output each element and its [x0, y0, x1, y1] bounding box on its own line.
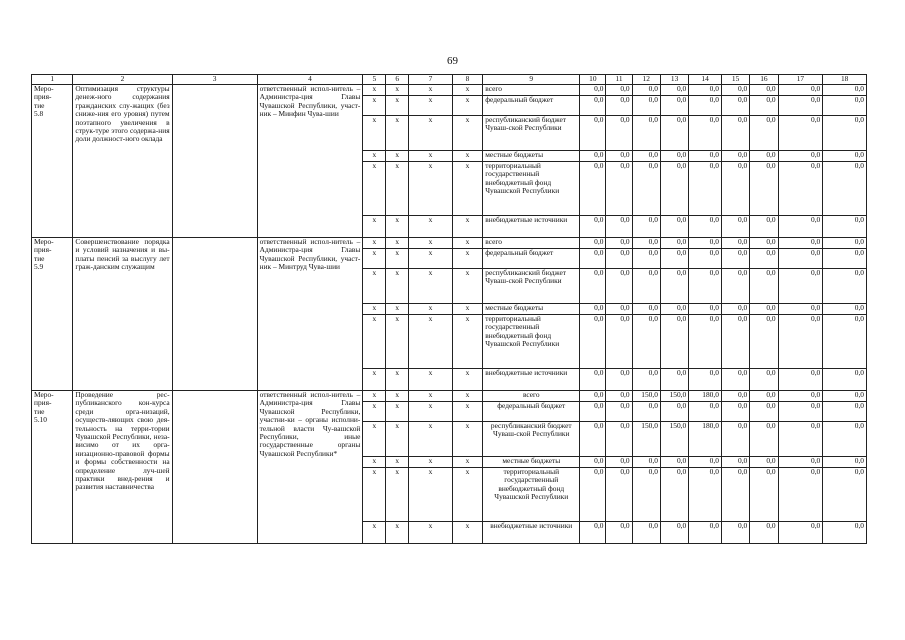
amount-cell: 0,0	[689, 369, 722, 391]
amount-cell: 0,0	[632, 304, 660, 315]
x-mark: x	[452, 391, 483, 402]
amount-cell: 0,0	[606, 116, 632, 151]
amount-cell: 0,0	[660, 457, 688, 468]
measure-name: Проведение рес-публиканского кон-курса среди орга-низаций, осуществ-ляющих свою дея-тельность на терри-тории Чувашской Республики, неза-висимо от их орга-низационно-правовой формы и формы собственности на определение луч-шей практики внед-рения и развития наставничества	[73, 391, 172, 544]
amount-cell: 0,0	[778, 315, 823, 369]
x-mark: x	[409, 269, 453, 304]
amount-cell: 0,0	[689, 269, 722, 304]
header-cell: 17	[778, 75, 823, 85]
amount-cell: 0,0	[660, 116, 688, 151]
amount-cell: 0,0	[660, 216, 688, 238]
x-mark: x	[386, 522, 409, 544]
header-cell: 14	[689, 75, 722, 85]
amount-cell: 0,0	[660, 402, 688, 422]
amount-cell: 0,0	[580, 468, 606, 522]
x-mark: x	[452, 422, 483, 457]
x-mark: x	[363, 96, 386, 116]
x-mark: x	[386, 249, 409, 269]
amount-cell: 0,0	[750, 402, 778, 422]
amount-cell: 0,0	[778, 402, 823, 422]
x-mark: x	[386, 85, 409, 96]
x-mark: x	[386, 457, 409, 468]
amount-cell: 0,0	[606, 402, 632, 422]
amount-cell: 0,0	[660, 238, 688, 249]
amount-cell: 0,0	[606, 304, 632, 315]
amount-cell: 0,0	[632, 369, 660, 391]
amount-cell: 0,0	[660, 249, 688, 269]
x-mark: x	[386, 116, 409, 151]
amount-cell: 0,0	[689, 468, 722, 522]
x-mark: x	[452, 238, 483, 249]
x-mark: x	[409, 315, 453, 369]
x-mark: x	[386, 315, 409, 369]
x-mark: x	[452, 522, 483, 544]
amount-cell: 0,0	[606, 96, 632, 116]
funding-source: территориальный государственный внебюджетный фонд Чувашской Республики	[483, 468, 580, 522]
amount-cell: 0,0	[632, 85, 660, 96]
amount-cell: 0,0	[660, 369, 688, 391]
amount-cell: 150,0	[660, 422, 688, 457]
amount-cell: 0,0	[823, 269, 867, 304]
x-mark: x	[386, 238, 409, 249]
amount-cell: 0,0	[660, 468, 688, 522]
amount-cell: 0,0	[721, 457, 749, 468]
amount-cell: 0,0	[750, 151, 778, 162]
funding-source: республиканский бюджет Чуваш-ской Республики	[483, 269, 580, 304]
amount-cell: 0,0	[606, 391, 632, 402]
amount-cell: 0,0	[721, 422, 749, 457]
amount-cell: 0,0	[606, 468, 632, 522]
amount-cell: 0,0	[823, 249, 867, 269]
amount-cell: 0,0	[689, 522, 722, 544]
amount-cell: 0,0	[580, 457, 606, 468]
amount-cell: 0,0	[580, 238, 606, 249]
amount-cell: 0,0	[580, 391, 606, 402]
amount-cell: 0,0	[580, 402, 606, 422]
measure-id: Меро- прия- тие 5.9	[32, 238, 73, 391]
measure-executor: ответственный испол-нитель – Администра-ция Главы Чувашской Республики, участ-ник – Минтруд Чува-шии	[257, 238, 363, 391]
x-mark: x	[409, 85, 453, 96]
amount-cell: 0,0	[721, 468, 749, 522]
amount-cell: 0,0	[721, 402, 749, 422]
amount-cell: 0,0	[689, 315, 722, 369]
amount-cell: 0,0	[632, 468, 660, 522]
funding-source: республиканский бюджет Чуваш-ской Республики	[483, 422, 580, 457]
amount-cell: 0,0	[606, 85, 632, 96]
amount-cell: 0,0	[721, 151, 749, 162]
header-cell: 4	[257, 75, 363, 85]
amount-cell: 0,0	[750, 249, 778, 269]
amount-cell: 0,0	[632, 522, 660, 544]
amount-cell: 0,0	[778, 369, 823, 391]
measure-id: Меро- прия- тие 5.10	[32, 391, 73, 544]
measures-table	[31, 74, 867, 544]
amount-cell: 0,0	[660, 85, 688, 96]
amount-cell: 0,0	[778, 96, 823, 116]
header-cell: 12	[632, 75, 660, 85]
x-mark: x	[409, 249, 453, 269]
x-mark: x	[409, 422, 453, 457]
amount-cell: 0,0	[823, 457, 867, 468]
amount-cell: 0,0	[606, 162, 632, 216]
amount-cell: 150,0	[632, 422, 660, 457]
amount-cell: 0,0	[721, 369, 749, 391]
x-mark: x	[409, 402, 453, 422]
amount-cell: 0,0	[632, 96, 660, 116]
header-cell: 1	[32, 75, 73, 85]
amount-cell: 0,0	[580, 151, 606, 162]
table-row	[32, 238, 867, 249]
amount-cell: 0,0	[778, 249, 823, 269]
amount-cell: 0,0	[606, 216, 632, 238]
x-mark: x	[363, 402, 386, 422]
funding-source: местные бюджеты	[483, 304, 580, 315]
amount-cell: 0,0	[606, 315, 632, 369]
amount-cell: 0,0	[823, 162, 867, 216]
amount-cell: 0,0	[778, 522, 823, 544]
x-mark: x	[363, 468, 386, 522]
amount-cell: 0,0	[689, 85, 722, 96]
x-mark: x	[386, 96, 409, 116]
amount-cell: 0,0	[721, 391, 749, 402]
amount-cell: 0,0	[750, 391, 778, 402]
x-mark: x	[386, 269, 409, 304]
x-mark: x	[452, 269, 483, 304]
amount-cell: 0,0	[778, 422, 823, 457]
funding-source: федеральный бюджет	[483, 402, 580, 422]
amount-cell: 0,0	[580, 249, 606, 269]
amount-cell: 0,0	[632, 269, 660, 304]
measure-col3	[172, 238, 257, 391]
header-cell: 15	[721, 75, 749, 85]
x-mark: x	[409, 457, 453, 468]
amount-cell: 0,0	[632, 116, 660, 151]
amount-cell: 150,0	[632, 391, 660, 402]
amount-cell: 0,0	[606, 457, 632, 468]
amount-cell: 0,0	[580, 162, 606, 216]
x-mark: x	[363, 249, 386, 269]
amount-cell: 180,0	[689, 391, 722, 402]
x-mark: x	[409, 468, 453, 522]
amount-cell: 0,0	[721, 304, 749, 315]
amount-cell: 0,0	[778, 269, 823, 304]
x-mark: x	[452, 468, 483, 522]
x-mark: x	[452, 304, 483, 315]
amount-cell: 0,0	[660, 162, 688, 216]
amount-cell: 0,0	[721, 238, 749, 249]
amount-cell: 0,0	[689, 402, 722, 422]
amount-cell: 0,0	[580, 96, 606, 116]
amount-cell: 0,0	[580, 315, 606, 369]
amount-cell: 0,0	[823, 85, 867, 96]
amount-cell: 0,0	[580, 116, 606, 151]
amount-cell: 0,0	[721, 96, 749, 116]
header-cell: 7	[409, 75, 453, 85]
amount-cell: 0,0	[660, 269, 688, 304]
amount-cell: 0,0	[778, 304, 823, 315]
table-row	[32, 391, 867, 402]
amount-cell: 0,0	[689, 249, 722, 269]
x-mark: x	[452, 216, 483, 238]
amount-cell: 0,0	[823, 116, 867, 151]
amount-cell: 0,0	[750, 116, 778, 151]
measure-executor: ответственный испол-нитель – Администра-ция Главы Чувашской Республики, участни-ки – органы исполни-тельной власти Чу-вашской Республики, иные государственные органы Чувашской Республики*	[257, 391, 363, 544]
amount-cell: 0,0	[721, 522, 749, 544]
x-mark: x	[409, 304, 453, 315]
amount-cell: 0,0	[721, 269, 749, 304]
amount-cell: 0,0	[689, 457, 722, 468]
amount-cell: 0,0	[580, 522, 606, 544]
x-mark: x	[386, 422, 409, 457]
header-cell: 6	[386, 75, 409, 85]
funding-source: внебюджетные источники	[483, 216, 580, 238]
amount-cell: 0,0	[660, 151, 688, 162]
amount-cell: 0,0	[750, 96, 778, 116]
amount-cell: 0,0	[778, 162, 823, 216]
amount-cell: 0,0	[750, 216, 778, 238]
x-mark: x	[452, 315, 483, 369]
measure-executor: ответственный испол-нитель – Администра-ция Главы Чувашской Республики, участ-ник – Минфин Чува-шии	[257, 85, 363, 238]
measure-name: Совершенствование порядка и условий назначения и вы-платы пенсий за выслугу лет граж-данским служащим	[73, 238, 172, 391]
amount-cell: 0,0	[606, 269, 632, 304]
amount-cell: 0,0	[823, 96, 867, 116]
header-cell: 9	[483, 75, 580, 85]
amount-cell: 0,0	[606, 522, 632, 544]
amount-cell: 0,0	[632, 402, 660, 422]
x-mark: x	[363, 238, 386, 249]
measure-name: Оптимизация структуры денеж-ного содержания гражданских слу-жащих (без сниже-ния его уровня) путем поэтапного увеличения в струк-туре этого содержа-ния доли должност-ного оклада	[73, 85, 172, 238]
amount-cell: 0,0	[606, 238, 632, 249]
amount-cell: 0,0	[580, 85, 606, 96]
amount-cell: 0,0	[660, 96, 688, 116]
amount-cell: 0,0	[606, 249, 632, 269]
amount-cell: 0,0	[778, 238, 823, 249]
x-mark: x	[363, 457, 386, 468]
amount-cell: 0,0	[778, 116, 823, 151]
amount-cell: 0,0	[750, 457, 778, 468]
amount-cell: 0,0	[750, 269, 778, 304]
measure-id: Меро- прия- тие 5.8	[32, 85, 73, 238]
amount-cell: 0,0	[778, 391, 823, 402]
header-cell: 2	[73, 75, 172, 85]
amount-cell: 0,0	[823, 369, 867, 391]
amount-cell: 0,0	[606, 369, 632, 391]
header-cell: 3	[172, 75, 257, 85]
header-cell: 5	[363, 75, 386, 85]
table-row	[32, 85, 867, 96]
x-mark: x	[363, 85, 386, 96]
amount-cell: 0,0	[606, 151, 632, 162]
header-cell: 18	[823, 75, 867, 85]
measure-col3	[172, 85, 257, 238]
amount-cell: 0,0	[632, 315, 660, 369]
header-row	[32, 75, 867, 85]
amount-cell: 0,0	[778, 216, 823, 238]
x-mark: x	[386, 468, 409, 522]
amount-cell: 0,0	[689, 116, 722, 151]
header-cell: 10	[580, 75, 606, 85]
funding-source: местные бюджеты	[483, 457, 580, 468]
x-mark: x	[363, 116, 386, 151]
x-mark: x	[363, 151, 386, 162]
amount-cell: 0,0	[689, 96, 722, 116]
amount-cell: 0,0	[721, 116, 749, 151]
x-mark: x	[452, 162, 483, 216]
x-mark: x	[363, 522, 386, 544]
amount-cell: 0,0	[750, 85, 778, 96]
page-number: 69	[447, 55, 458, 67]
x-mark: x	[452, 96, 483, 116]
amount-cell: 0,0	[750, 238, 778, 249]
funding-source: внебюджетные источники	[483, 369, 580, 391]
amount-cell: 0,0	[721, 249, 749, 269]
funding-source: федеральный бюджет	[483, 249, 580, 269]
amount-cell: 0,0	[778, 468, 823, 522]
amount-cell: 0,0	[823, 391, 867, 402]
x-mark: x	[409, 216, 453, 238]
header-cell: 8	[452, 75, 483, 85]
amount-cell: 0,0	[721, 216, 749, 238]
x-mark: x	[452, 369, 483, 391]
amount-cell: 0,0	[721, 315, 749, 369]
amount-cell: 0,0	[632, 162, 660, 216]
funding-source: всего	[483, 391, 580, 402]
funding-source: местные бюджеты	[483, 151, 580, 162]
x-mark: x	[452, 116, 483, 151]
amount-cell: 0,0	[580, 369, 606, 391]
x-mark: x	[452, 249, 483, 269]
x-mark: x	[409, 116, 453, 151]
amount-cell: 0,0	[689, 151, 722, 162]
x-mark: x	[452, 402, 483, 422]
amount-cell: 0,0	[689, 304, 722, 315]
x-mark: x	[452, 151, 483, 162]
amount-cell: 0,0	[750, 162, 778, 216]
x-mark: x	[409, 369, 453, 391]
amount-cell: 150,0	[660, 391, 688, 402]
amount-cell: 0,0	[660, 304, 688, 315]
x-mark: x	[386, 304, 409, 315]
amount-cell: 0,0	[580, 304, 606, 315]
x-mark: x	[363, 304, 386, 315]
x-mark: x	[409, 391, 453, 402]
amount-cell: 180,0	[689, 422, 722, 457]
amount-cell: 0,0	[689, 216, 722, 238]
amount-cell: 0,0	[778, 85, 823, 96]
x-mark: x	[363, 315, 386, 369]
x-mark: x	[363, 162, 386, 216]
x-mark: x	[386, 369, 409, 391]
x-mark: x	[452, 85, 483, 96]
amount-cell: 0,0	[750, 304, 778, 315]
x-mark: x	[363, 269, 386, 304]
x-mark: x	[409, 151, 453, 162]
amount-cell: 0,0	[660, 522, 688, 544]
x-mark: x	[386, 151, 409, 162]
amount-cell: 0,0	[778, 151, 823, 162]
x-mark: x	[386, 216, 409, 238]
x-mark: x	[386, 391, 409, 402]
header-cell: 11	[606, 75, 632, 85]
amount-cell: 0,0	[632, 249, 660, 269]
amount-cell: 0,0	[721, 85, 749, 96]
header-cell: 13	[660, 75, 688, 85]
amount-cell: 0,0	[580, 269, 606, 304]
header-cell: 16	[750, 75, 778, 85]
x-mark: x	[452, 457, 483, 468]
x-mark: x	[409, 96, 453, 116]
amount-cell: 0,0	[823, 402, 867, 422]
amount-cell: 0,0	[580, 216, 606, 238]
amount-cell: 0,0	[823, 304, 867, 315]
funding-source: всего	[483, 238, 580, 249]
x-mark: x	[386, 402, 409, 422]
funding-source: федеральный бюджет	[483, 96, 580, 116]
amount-cell: 0,0	[778, 457, 823, 468]
amount-cell: 0,0	[750, 369, 778, 391]
amount-cell: 0,0	[750, 315, 778, 369]
amount-cell: 0,0	[632, 457, 660, 468]
x-mark: x	[386, 162, 409, 216]
amount-cell: 0,0	[689, 238, 722, 249]
x-mark: x	[409, 238, 453, 249]
x-mark: x	[363, 216, 386, 238]
x-mark: x	[363, 369, 386, 391]
x-mark: x	[409, 162, 453, 216]
amount-cell: 0,0	[721, 162, 749, 216]
x-mark: x	[363, 391, 386, 402]
amount-cell: 0,0	[823, 422, 867, 457]
amount-cell: 0,0	[689, 162, 722, 216]
funding-source: территориальный государственный внебюджетный фонд Чувашской Республики	[483, 162, 580, 216]
amount-cell: 0,0	[823, 238, 867, 249]
amount-cell: 0,0	[750, 468, 778, 522]
amount-cell: 0,0	[632, 238, 660, 249]
amount-cell: 0,0	[750, 422, 778, 457]
amount-cell: 0,0	[823, 151, 867, 162]
amount-cell: 0,0	[632, 151, 660, 162]
amount-cell: 0,0	[660, 315, 688, 369]
x-mark: x	[363, 422, 386, 457]
funding-source: внебюджетные источники	[483, 522, 580, 544]
x-mark: x	[409, 522, 453, 544]
amount-cell: 0,0	[606, 422, 632, 457]
amount-cell: 0,0	[823, 315, 867, 369]
funding-source: всего	[483, 85, 580, 96]
amount-cell: 0,0	[823, 216, 867, 238]
amount-cell: 0,0	[580, 422, 606, 457]
amount-cell: 0,0	[750, 522, 778, 544]
amount-cell: 0,0	[823, 468, 867, 522]
funding-source: республиканский бюджет Чуваш-ской Республики	[483, 116, 580, 151]
amount-cell: 0,0	[632, 216, 660, 238]
funding-source: территориальный государственный внебюджетный фонд Чувашской Республики	[483, 315, 580, 369]
amount-cell: 0,0	[823, 522, 867, 544]
measure-col3	[172, 391, 257, 544]
